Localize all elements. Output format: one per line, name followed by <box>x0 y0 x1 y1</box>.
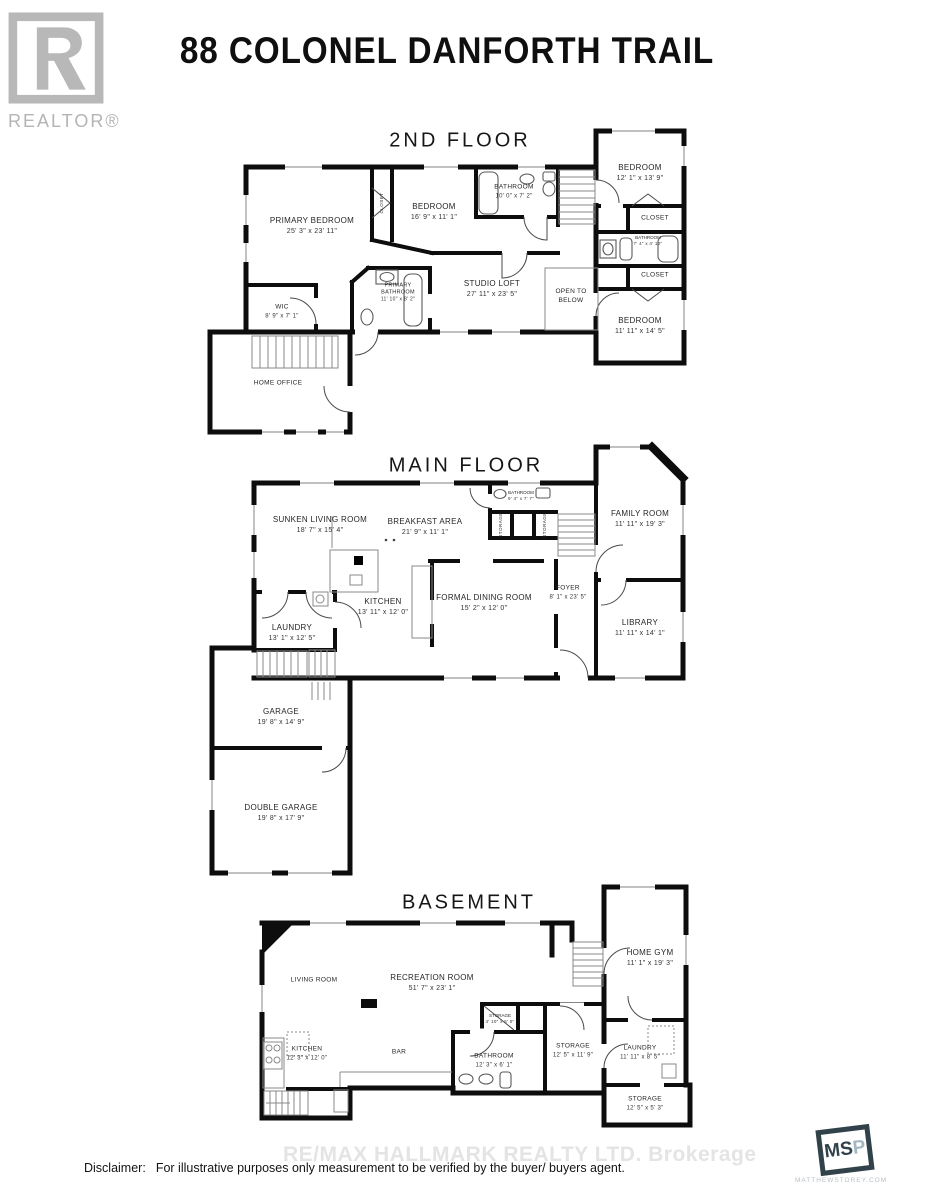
room-label-kitchen-bsmt: KITCHEN 12' 3" x 12' 0" <box>286 1045 328 1062</box>
room-label-closet-3: CLOSET <box>641 271 669 279</box>
room-label-studio-loft: STUDIO LOFT 27' 11" x 23' 5" <box>463 278 521 298</box>
room-label-bathroom-small: BATHROOM 7' 4" x 4' 10" <box>633 234 663 246</box>
msp-logo-p: P <box>851 1136 867 1159</box>
realtor-logo <box>8 12 121 132</box>
page-title: 88 COLONEL DANFORTH TRAIL <box>179 30 715 71</box>
brokerage-watermark: RE/MAX HALLMARK REALTY LTD. Brokerage <box>283 1143 757 1166</box>
room-label-wic: WIC 8' 9" x 7' 1" <box>265 303 299 320</box>
second-floor-title: 2ND FLOOR <box>389 129 531 152</box>
msp-website-text: MATTHEWSTOREY.COM <box>795 1177 888 1184</box>
room-label-recreation-room: RECREATION ROOM 51' 7" x 23' 1" <box>390 972 474 992</box>
room-label-family-room: FAMILY ROOM 11' 11" x 19' 3" <box>610 508 670 528</box>
room-label-foyer: FOYER 8' 1" x 23' 5" <box>549 584 587 601</box>
room-label-library: LIBRARY 11' 11" x 14' 1" <box>615 617 665 637</box>
disclaimer-body: For illustrative purposes only measurement to be verified by the buyer/ buyers agent. <box>155 1161 625 1175</box>
realtor-logo-text: REALTOR® <box>8 111 121 131</box>
main-floor-title: MAIN FLOOR <box>388 454 544 477</box>
room-label-primary-bathroom: PRIMARY BATHROOM 11' 10" x 8' 2" <box>380 282 416 303</box>
stairs <box>257 514 595 700</box>
room-label-storage-bottom: STORAGE 12' 5" x 5' 3" <box>626 1095 664 1112</box>
room-label-storage-closet-a: STORAGE <box>497 512 503 538</box>
room-label-laundry: LAUNDRY 13' 1" x 12' 5" <box>268 622 316 642</box>
room-label-double-garage: DOUBLE GARAGE 19' 8" x 17' 9" <box>244 802 318 822</box>
room-label-storage-bsmt: STORAGE 12' 5" x 11' 9" <box>552 1042 594 1059</box>
disclaimer-text <box>84 1161 625 1175</box>
room-label-garage: GARAGE 19' 8" x 14' 9" <box>257 706 305 726</box>
room-label-bedroom-2: BEDROOM 12' 1" x 13' 9" <box>616 162 664 182</box>
room-label-laundry-bsmt: LAUNDRY 11' 11" x 8' 5" <box>620 1044 660 1061</box>
room-label-primary-bedroom: PRIMARY BEDROOM 25' 3" x 23' 11" <box>269 215 355 235</box>
angled-corner <box>262 923 294 955</box>
island-feature <box>354 556 363 565</box>
room-label-home-office: HOME OFFICE <box>253 379 303 387</box>
room-label-storage-closet-b: STORAGE <box>541 512 547 538</box>
room-label-bedroom-3: BEDROOM 11' 11" x 14' 5" <box>615 315 665 335</box>
room-label-bedroom: BEDROOM 16' 9" x 11' 1" <box>410 201 458 221</box>
room-label-sunken-living-room: SUNKEN LIVING ROOM 18' 7" x 15' 4" <box>272 514 368 534</box>
room-label-bathroom: BATHROOM 10' 0" x 7' 2" <box>494 183 534 200</box>
room-label-breakfast-area: BREAKFAST AREA 21' 9" x 11' 1" <box>387 516 463 536</box>
room-label-living-room-bsmt: LIVING ROOM <box>290 976 338 984</box>
room-label-home-gym: HOME GYM 11' 1" x 19' 3" <box>626 947 674 967</box>
msp-logo-ms: MS <box>823 1138 855 1163</box>
room-label-open-to-below: OPEN TO BELOW <box>555 288 587 304</box>
room-label-formal-dining-room: FORMAL DINING ROOM 15' 2" x 12' 0" <box>436 592 532 612</box>
disclaimer-label: Disclaimer: <box>84 1161 146 1175</box>
realtor-r-icon <box>8 12 104 104</box>
room-label-bar: BAR <box>391 1048 407 1056</box>
room-label-kitchen: KITCHEN 13' 11" x 12' 0" <box>357 596 409 616</box>
room-label-bathroom-bsmt: BATHROOM 12' 3" x 6' 1" <box>474 1052 514 1069</box>
room-label-closet-2: CLOSET <box>641 214 669 222</box>
room-label-bathroom-main: BATHROOM 9' 4" x 7' 7" <box>507 489 535 501</box>
msp-logo <box>815 1124 874 1176</box>
room-label-storage-small: STORAGE 4' 10" x 5' 0" <box>485 1012 515 1024</box>
basement-title: BASEMENT <box>401 891 537 914</box>
room-label-closet: CLOSET <box>378 192 384 214</box>
